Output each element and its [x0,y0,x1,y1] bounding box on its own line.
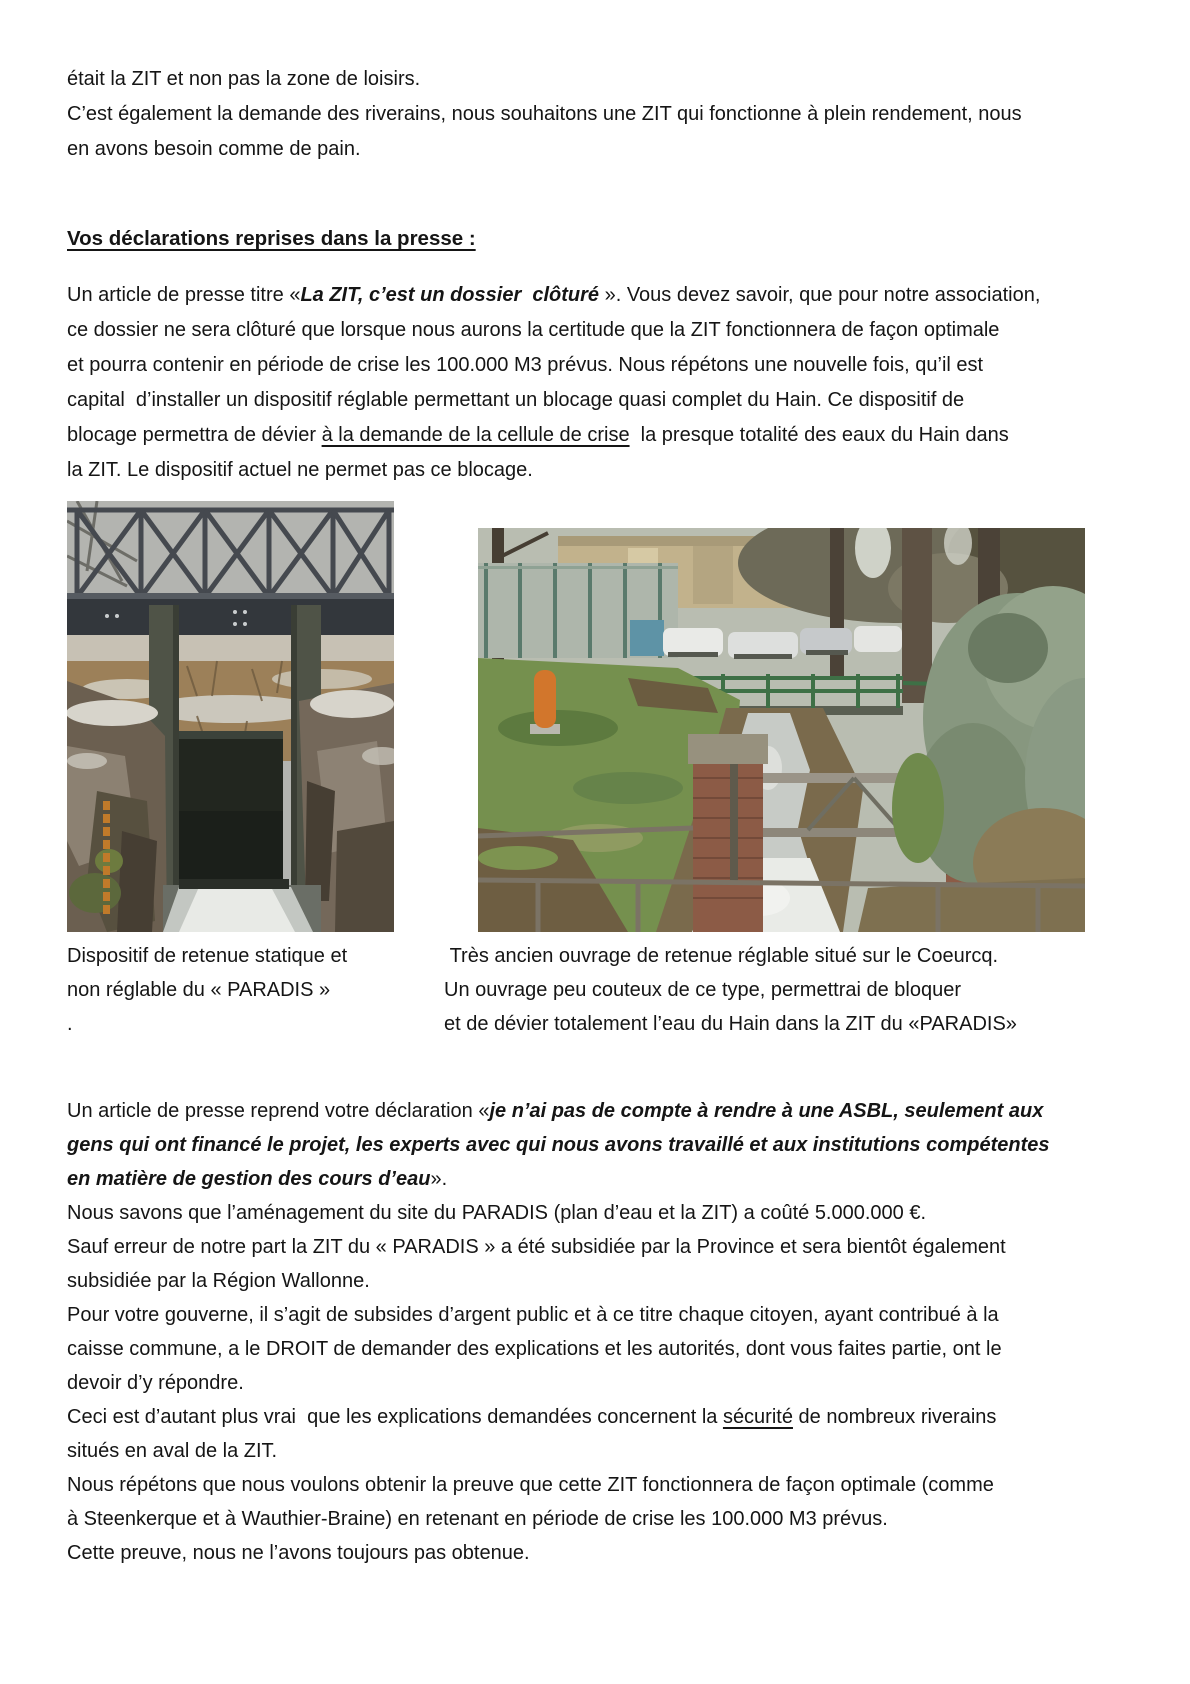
text-line [67,1162,1132,1196]
brick-pillar-left [688,734,768,932]
quote-segment: je n’ai pas de compte à rendre à une ASBL, seulement aux [489,1100,1044,1122]
quote-segment: en matière de gestion des cours d’eau [67,1168,431,1190]
text-line: situés en aval de la ZIT. [67,1440,278,1462]
text-line: la ZIT. Le dispositif actuel ne permet pas ce blocage. [67,459,533,481]
caption-line: non réglable du « PARADIS » [67,979,331,1001]
text-line [67,278,1132,313]
photo-timestamp-marks [103,801,110,914]
text-line: Pour votre gouverne, il s’agit de subsides d’argent public et à ce titre chaque citoyen, ayant contribué à la [67,1304,999,1326]
text-line: était la ZIT et non pas la zone de loisirs. [67,68,421,90]
water [163,879,321,932]
caption-line: Très ancien ouvrage de retenue réglable situé sur le Coeurcq. [444,945,999,967]
text-line: Sauf erreur de notre part la ZIT du « PARADIS » a été subsidiée par la Province et sera bientôt également [67,1236,1006,1258]
caption-line: et de dévier totalement l’eau du Hain dans la ZIT du «PARADIS» [444,1013,1017,1035]
text-line: subsidiée par la Région Wallonne. [67,1270,370,1292]
photo-static-retention-device [67,501,394,932]
sluice-gate [179,731,283,891]
text-line: à Steenkerque et à Wauthier-Braine) en retenant en période de crise les 100.000 M3 prévus. [67,1508,888,1530]
underlined-segment: sécurité [722,1406,793,1428]
caption-line: . [67,1013,73,1035]
text-line: en avons besoin comme de pain. [67,138,361,160]
caption-line: Un ouvrage peu couteux de ce type, permettrai de bloquer [444,979,961,1001]
section-heading: Vos déclarations reprises dans la presse : [67,227,476,250]
text-segment: de nombreux riverains [792,1406,997,1428]
caption-left [67,939,439,1041]
intro-paragraph [67,62,1132,167]
text-line: devoir d’y répondre. [67,1372,244,1394]
text-line [67,1400,1132,1434]
text-segment: Ceci est d’autant plus vrai que les explications demandées concernent la [67,1406,723,1428]
text-line: Nous répétons que nous voulons obtenir la preuve que cette ZIT fonctionnera de façon optimale (comme [67,1474,994,1496]
text-segment: blocage permettra de dévier [67,424,322,446]
text-line: Cette preuve, nous ne l’avons toujours pas obtenue. [67,1542,530,1564]
press-paragraph [67,278,1132,488]
photo-coeurcq-structure [478,528,1085,932]
text-line: C’est également la demande des riverains, nous souhaitons une ZIT qui fonctionne à plein rendement, nous [67,103,1022,125]
text-line [67,1094,1132,1128]
text-line: ce dossier ne sera clôturé que lorsque nous aurons la certitude que la ZIT fonctionnera de façon optimale [67,319,1000,341]
quote-segment: La ZIT, c’est un dossier clôturé [300,284,605,306]
text-line: Nous savons que l’aménagement du site du PARADIS (plan d’eau et la ZIT) a coûté 5.000.000 €. [67,1202,927,1224]
caption-line: Dispositif de retenue statique et [67,945,348,967]
declaration-and-closing [67,1094,1132,1570]
text-segment: Un article de presse reprend votre déclaration « [67,1100,490,1122]
text-line: capital d’installer un dispositif réglable permettant un blocage quasi complet du Hain. Ce dispositif de [67,389,965,411]
quote-line: gens qui ont financé le projet, les experts avec qui nous avons travaillé et aux institutions compétentes [67,1134,1050,1156]
text-segment: Un article de presse titre « [67,284,301,306]
text-segment: ». Vous devez savoir, que pour notre association, [604,284,1041,306]
text-segment: ». [430,1168,448,1190]
text-line: et pourra contenir en période de crise les 100.000 M3 prévus. Nous répétons une nouvelle fois, qu’il est [67,354,984,376]
underlined-segment: à la demande de la cellule de crise [321,424,630,446]
caption-right [444,939,1134,1041]
fence-area [478,563,678,658]
orange-bollard [530,670,560,734]
text-line [67,418,1132,453]
rocks-left [67,681,167,932]
text-line: caisse commune, a le DROIT de demander des explications et les autorités, dont vous faites partie, ont le [67,1338,1002,1360]
text-segment: la presque totalité des eaux du Hain dans [629,424,1009,446]
steel-beam [67,593,394,635]
